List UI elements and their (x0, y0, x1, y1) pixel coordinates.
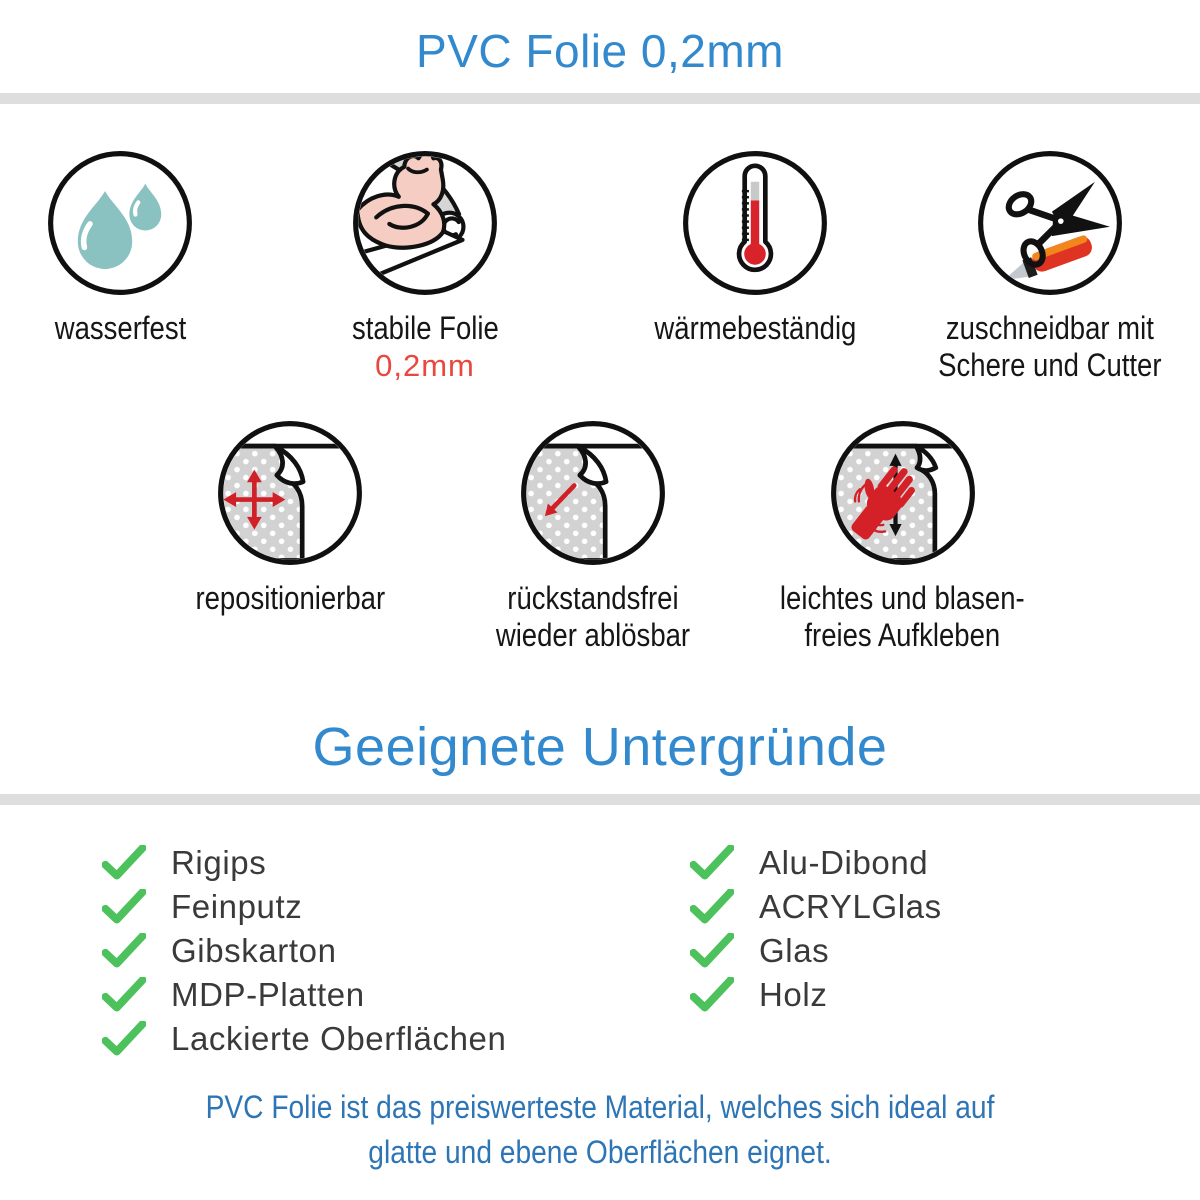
feature-wasserfest (0, 148, 240, 384)
feature-rueckstandsfrei (440, 418, 745, 654)
feature-label: leichtes und blasen- freies Aufkleben (780, 580, 1025, 653)
surface-checklist (0, 841, 1200, 1061)
feature-label: repositionierbar (195, 580, 385, 616)
feature-stabile-folie (240, 148, 610, 384)
feature-label: rückstandsfrei wieder ablösbar (495, 580, 690, 653)
page-title: PVC Folie 0,2mm (416, 25, 784, 77)
feature-sublabel-thickness: 0,2mm (375, 348, 475, 383)
surface-label: Rigips (171, 844, 267, 881)
surface-item (690, 973, 942, 1017)
checkmark-icon (102, 977, 146, 1013)
surface-item (690, 885, 942, 929)
surface-label: Gibskarton (171, 932, 337, 969)
foil-move-arrows-icon (215, 418, 365, 568)
feature-label: zuschneidbar mit Schere und Cutter (938, 310, 1162, 383)
surface-item (690, 929, 942, 973)
divider-top (0, 93, 1200, 104)
foil-peel-arrow-icon (518, 418, 668, 568)
surface-label: MDP-Platten (171, 976, 365, 1013)
surface-item (102, 1017, 690, 1061)
strong-arm-foil-roll-icon (350, 148, 500, 298)
surface-item (102, 973, 690, 1017)
surface-column-right (690, 841, 942, 1061)
footer-note (72, 1085, 1128, 1175)
checkmark-icon (690, 977, 734, 1013)
surface-column-left (102, 841, 690, 1061)
surface-label: Alu-Dibond (759, 844, 929, 881)
footer-line-1: PVC Folie ist das preiswerteste Material, welches sich ideal auf (205, 1089, 995, 1125)
thermometer-icon (680, 148, 830, 298)
surface-label: Lackierte Oberflächen (171, 1020, 507, 1057)
feature-repositionierbar (140, 418, 440, 654)
checkmark-icon (102, 1021, 146, 1057)
feature-waermebestaendig (610, 148, 900, 384)
surface-item (102, 929, 690, 973)
divider-middle (0, 794, 1200, 805)
hand-smoothing-foil-icon (828, 418, 978, 568)
feature-label: wasserfest (54, 310, 186, 346)
checkmark-icon (690, 889, 734, 925)
surface-item (102, 841, 690, 885)
surface-label: Feinputz (171, 888, 303, 925)
feature-row-1 (0, 148, 1200, 384)
feature-leichtes-aufkleben (745, 418, 1060, 654)
checkmark-icon (102, 889, 146, 925)
feature-label: wärmebeständig (654, 310, 856, 346)
footer-line-2: glatte und ebene Oberflächen eignet. (368, 1134, 832, 1170)
surface-label: ACRYLGlas (759, 888, 942, 925)
feature-label: stabile Folie (351, 310, 499, 346)
surface-label: Holz (759, 976, 828, 1013)
surface-item (102, 885, 690, 929)
checkmark-icon (102, 845, 146, 881)
checkmark-icon (102, 933, 146, 969)
surface-item (690, 841, 942, 885)
water-drops-icon (45, 148, 195, 298)
surface-label: Glas (759, 932, 830, 969)
checkmark-icon (690, 845, 734, 881)
section-title-untergruende: Geeignete Untergründe (312, 717, 888, 777)
checkmark-icon (690, 933, 734, 969)
feature-row-2 (140, 418, 1060, 654)
feature-zuschneidbar (900, 148, 1200, 384)
scissors-and-cutter-icon (975, 148, 1125, 298)
